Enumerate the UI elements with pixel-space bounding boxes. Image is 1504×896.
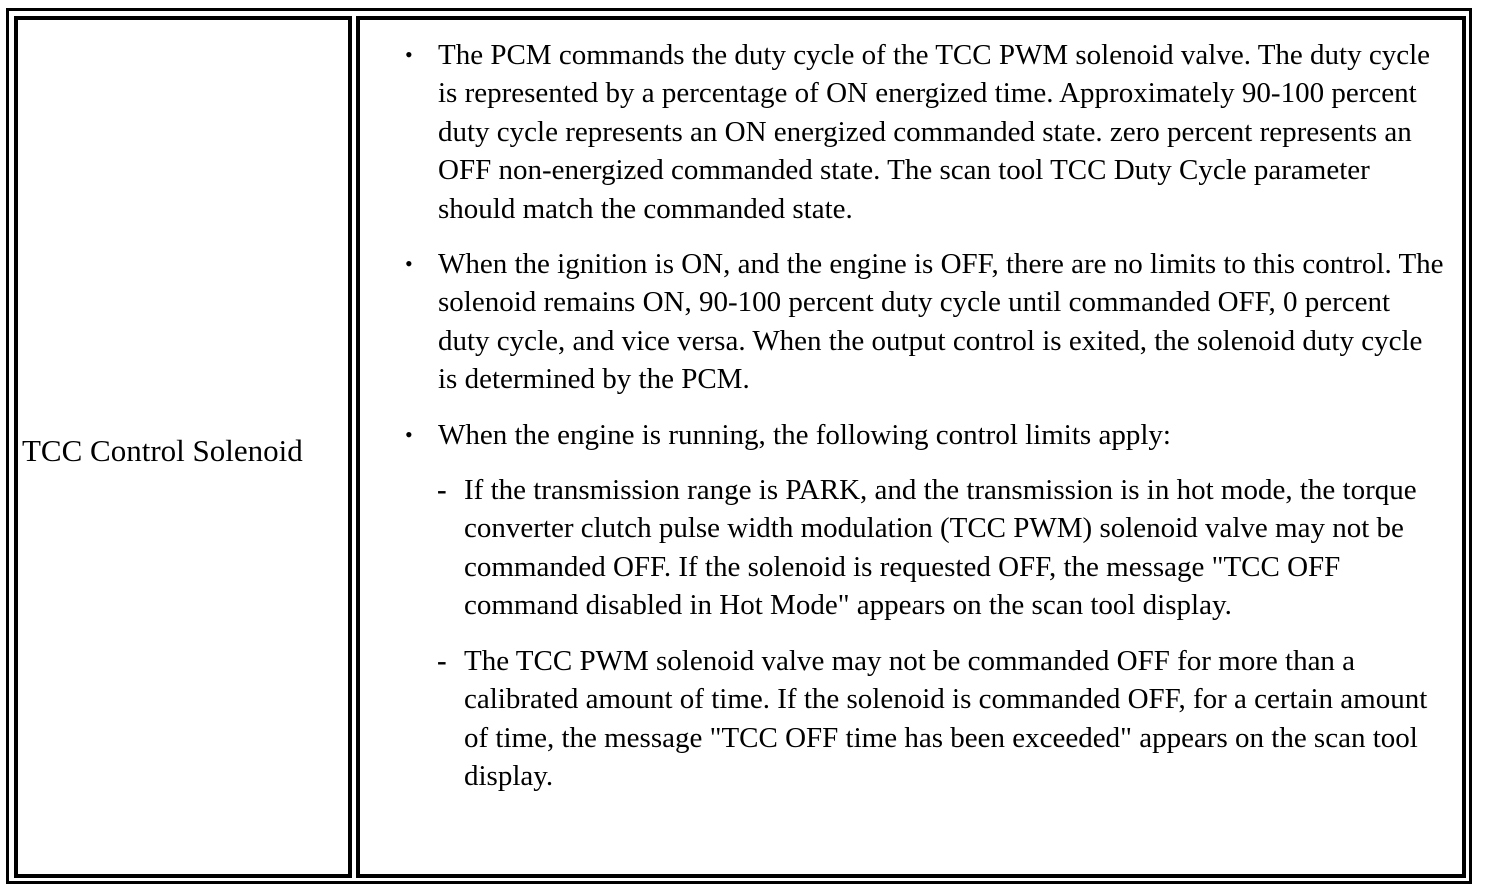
bullet-text: When the engine is running, the following control limits apply: xyxy=(438,418,1171,451)
bullet-item xyxy=(360,416,1464,454)
dash-marker: - xyxy=(437,644,447,677)
dash-marker: - xyxy=(437,474,447,507)
bullet-text: The PCM commands the duty cycle of the TCC PWM solenoid valve. The duty cycle is represented by a percentage of ON energized time. Approximately 90-100 percent duty cycle represents an ON energized commanded state. zero percent represents an OFF non-energized commanded state. The scan tool TCC Duty Cycle parameter should match the commanded state. xyxy=(438,39,1431,225)
parameter-cell xyxy=(14,16,352,878)
bullet-marker: • xyxy=(405,251,413,277)
bullet-marker: • xyxy=(405,42,413,67)
sub-item xyxy=(360,471,1464,625)
sub-item-text: The TCC PWM solenoid valve may not be commanded OFF for more than a calibrated amount of time. If the solenoid is commanded OFF, for a certain amount of time, the message "TCC OFF time has been exceeded" appears on the scan tool display. xyxy=(464,644,1428,792)
bullet-text: When the ignition is ON, and the engine is OFF, there are no limits to this control. The solenoid remains ON, 90-100 percent duty cycle until commanded OFF, 0 percent duty cycle, and vice versa. When the output control is exited, the solenoid duty cycle is determined by the PCM. xyxy=(438,248,1444,396)
bullet-item xyxy=(360,36,1464,228)
bullet-item xyxy=(360,245,1464,399)
bullet-marker: • xyxy=(405,421,413,447)
sub-item xyxy=(360,642,1464,796)
parameter-name: TCC Control Solenoid xyxy=(22,433,303,468)
description-cell xyxy=(356,16,1466,878)
sub-item-text: If the transmission range is PARK, and the transmission is in hot mode, the torque converter clutch pulse width modulation (TCC PWM) solenoid valve may not be commanded OFF. If the solenoid is requested OFF, the message "TCC OFF command disabled in Hot Mode" appears on the scan tool display. xyxy=(464,474,1417,622)
description-content xyxy=(360,36,1464,812)
